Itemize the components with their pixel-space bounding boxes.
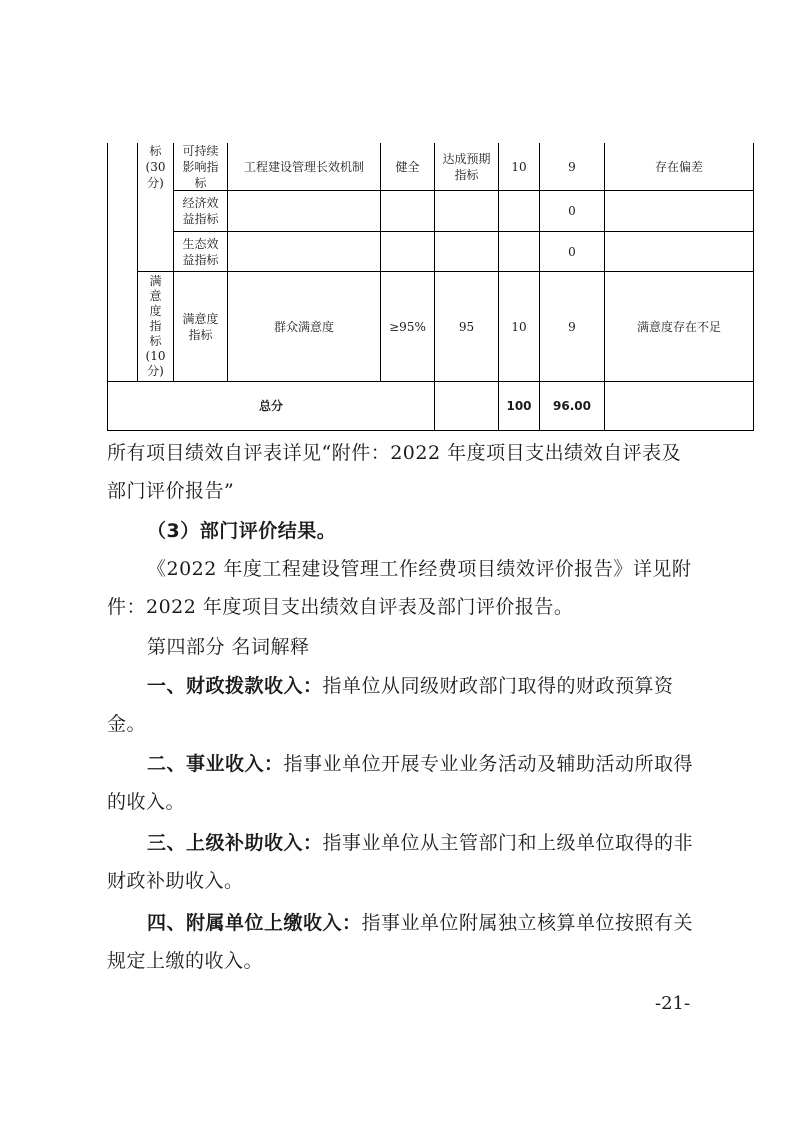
definition-term: 一、财政拨款收入： — [147, 675, 323, 697]
table-cell-category: 生态效 益指标 — [182, 236, 219, 267]
definition-text: 指事业单位开展专业业务活动及辅助活动所取得的收入。 — [107, 753, 694, 813]
table-cell-score: 0 — [568, 244, 576, 259]
total-label: 总分 — [258, 399, 283, 413]
definition-affiliated-unit-income — [107, 904, 697, 980]
group-label-output: 标 (30 分) — [145, 143, 166, 190]
paragraph-attachment-note: 所有项目绩效自评表详见“附件：2022 年度项目支出绩效自评表及部门评价报告” — [107, 442, 682, 502]
table-cell-note: 存在偏差 — [654, 159, 703, 174]
table-cell-weight: 10 — [511, 319, 527, 334]
definition-business-income — [107, 745, 697, 821]
table-cell-actual: 达成预期 指标 — [442, 151, 491, 182]
section-heading-dept-evaluation: （3）部门评价结果。 — [147, 520, 337, 542]
performance-table — [107, 143, 754, 431]
definition-text: 指事业单位从主管部门和上级单位取得的非财政补助收入。 — [107, 832, 694, 892]
total-score: 96.00 — [553, 399, 591, 413]
definition-text: 指事业单位附属独立核算单位按照有关规定上缴的收入。 — [107, 912, 694, 972]
table-cell-score: 0 — [568, 204, 576, 218]
definition-term: 二、事业收入： — [147, 753, 284, 775]
definition-term: 四、附属单位上缴收入： — [147, 912, 362, 934]
paragraph-evaluation-report: 《2022 年度工程建设管理工作经费项目绩效评价报告》详见附件：2022 年度项目支出绩效自评表及部门评价报告。 — [107, 558, 692, 618]
group-label-satisfaction: 满 意 度 指 标 (10 分) — [145, 274, 166, 378]
definition-fiscal-appropriation — [107, 667, 697, 743]
definition-superior-subsidy — [107, 824, 697, 900]
table-cell-note: 满意度存在不足 — [636, 319, 721, 334]
table-cell-score: 9 — [568, 319, 576, 334]
table-cell-standard: ≥95% — [389, 319, 426, 334]
definition-term: 三、上级补助收入： — [147, 832, 323, 854]
table-cell-indicator: 工程建设管理长效机制 — [243, 159, 364, 174]
total-weight: 100 — [506, 399, 532, 413]
table-cell-score: 9 — [568, 159, 576, 174]
section-heading-glossary: 第四部分 名词解释 — [147, 636, 310, 658]
table-cell-actual: 95 — [458, 319, 475, 334]
table-cell-indicator: 群众满意度 — [273, 319, 334, 334]
page-number: -21- — [655, 993, 691, 1014]
table-cell-category: 经济效 益指标 — [182, 196, 219, 226]
table-cell-standard: 健全 — [395, 159, 420, 174]
table-cell-category: 可持续 影响指 标 — [182, 143, 219, 190]
table-cell-category: 满意度 指标 — [182, 311, 219, 342]
definition-text: 指单位从同级财政部门取得的财政预算资金。 — [107, 675, 674, 735]
table-cell-weight: 10 — [511, 159, 527, 174]
